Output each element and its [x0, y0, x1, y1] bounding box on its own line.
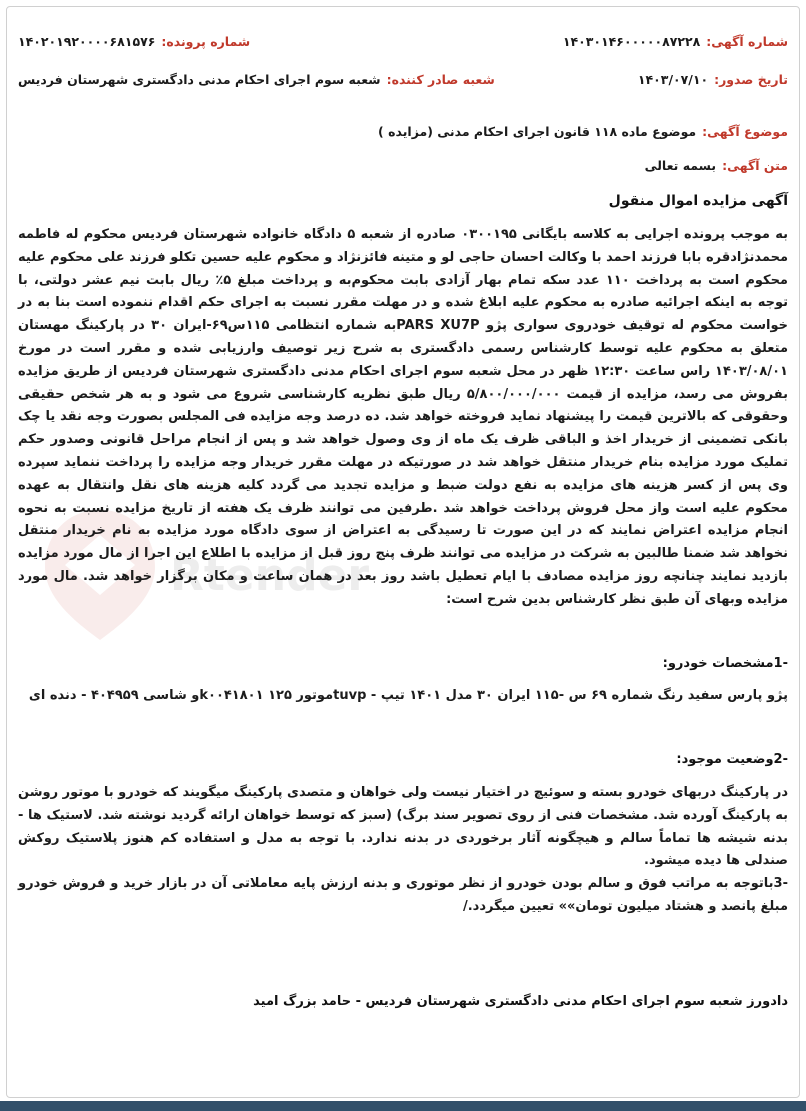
ad-number-label: شماره آگهی:: [706, 34, 788, 49]
signature-line: دادورز شعبه سوم اجرای احکام مدنی دادگستری شهرستان فردیس - حامد بزرگ امید: [253, 994, 788, 1009]
main-paragraph: به موجب پرونده اجرایی به کلاسه بایگانی ۰۳۰۰۱۹۵ صادره از شعبه ۵ دادگاه خانواده شهرستان فردیس محکوم له فاطمه محمدنژادقره بابا فرزند احمد با وکالت احسان حاجی لو و متینه فائزنژاد و محکوم علیه حسین تکلو فرزند علی محکوم علیه محکوم است به پرداخت ۱۱۰ عدد سکه تمام بهار آزادی بابت محکوم‌به و پرداخت مبلغ ۵٪ ریال بابت نیم عشر دولتی، با توجه به اینکه اجرائیه صادره به محکوم علیه ابلاغ شده و در مهلت مقرر نسبت به اجرای حکم اقدام ننموده است بنا به در خواست محکوم له توقیف خودروی سواری پژو PARS XU7Pبه شماره انتظامی ۱۱۵س۶۹-ایران ۳۰ در پارکینگ مهستان متعلق به محکوم علیه توسط کارشناس رسمی دادگستری به شرح زیر توصیف وارزیابی شده و مقرر است در مورخ ۱۴۰۳/۰۸/۰۱ راس ساعت ۱۲:۳۰ ظهر در محل شعبه سوم اجرای احکام مدنی دادگستری شهرستان فردیس از طریق مزایده بفروش می رسد، مزایده از قیمت ۵/۸۰۰/۰۰۰/۰۰۰ ریال طبق نظریه کارشناسی شروع می شود و به هر شخص حقیقی وحقوقی که بالاترین قیمت را پیشنهاد نماید فروخته خواهد شد. ده درصد وجه مزایده فی المجلس بصورت وجه نقد یا چک بانکی تضمینی از خریدار اخذ و الباقی ظرف یک ماه از وی وصول خواهد شد و پس از انجام مراحل قانونی وصدور حکم تملیک مورد مزایده بنام خریدار منتقل خواهد شد در صورتیکه در مهلت مقرر خریدار وجه مزایده را پرداخت ننماید سپرده وی پس از کسر هزینه های مزایده به نفع دولت ضبط و مزایده تجدید می گردد کلیه هزینه های نقل وانتقال به عهده محکوم علیه است واز محل فروش پرداخت خواهد شد .طرفین می توانند ظرف یک هفته از تاریخ مزایده نسبت به نحوه انجام مزایده اعتراض نمایند که در این صورت تا رسیدگی به اعتراض از سوی دادگاه مورد مزایده به نام خریدار منتقل نخواهد شد ضمنا طالبین به شرکت در مزایده می توانند ظرف پنج روز قبل از مزایده با اطلاع این اجرا از مال مورد مزایده بازدید نمایند چنانچه روز مزایده مصادف با ایام تعطیل باشد روز بعد در همان ساعت و مکان برگزار خواهد شد. مال مورد مزایده وبهای آن طبق نظر کارشناس بدین شرح است:: [18, 227, 788, 607]
section3-text: -3باتوجه به مراتب فوق و سالم بودن خودرو از نظر موتوری و بدنه ارزش پایه معاملاتی آن در بازار خرید و فروش خودرو مبلغ پانصد و هشتاد میلیون تومان»» تعیین میگردد./: [18, 876, 788, 914]
subject-label: موضوع آگهی:: [702, 124, 788, 139]
section1-heading: -1مشخصات خودرو:: [662, 656, 788, 671]
case-number-value: ۱۴۰۲۰۱۹۲۰۰۰۰۶۸۱۵۷۶: [18, 34, 156, 49]
section2-heading: -2وضعیت موجود:: [676, 752, 788, 767]
body-label-value: بسمه تعالی: [644, 158, 717, 173]
subject-value: موضوع ماده ۱۱۸ قانون اجرای احکام مدنی (مزایده ): [378, 124, 697, 139]
body-label: متن آگهی:: [722, 158, 788, 173]
case-number-label: شماره پرونده:: [161, 34, 251, 49]
ad-number-value: ۱۴۰۳۰۱۴۶۰۰۰۰۰۸۷۲۲۸: [562, 34, 701, 49]
issue-date-value: ۱۴۰۳/۰۷/۱۰: [637, 72, 709, 87]
header-row-numbers: [18, 34, 788, 49]
issuer-label: شعبه صادر کننده:: [386, 72, 495, 87]
section2-text: در پارکینگ دربهای خودرو بسته و سوئیچ در اختیار نیست ولی خواهان و متصدی پارکینگ میگویند که خودرو با موتور روشن به پارکینگ آورده شد. مشخصات فنی از روی تصویر سند برگ) (سبز که توسط خواهان ارائه گردید نوشته شد. لاستیک ها - بدنه شیشه ها تماماً سالم و هیچگونه آثار برخوردی در بدنه ندارد. با توجه به مدل و استفاده کم هنوز پلاستیک روکش صندلی ها دیده میشود.: [18, 785, 788, 869]
header-row-issue: [18, 72, 788, 87]
issuer-value: شعبه سوم اجرای احکام مدنی دادگستری شهرستان فردیس: [18, 72, 381, 87]
ad-number: [563, 34, 788, 49]
body-label-line: [18, 158, 788, 173]
subject-line: [18, 124, 788, 139]
notice-title: آگهی مزایده اموال منقول: [608, 193, 788, 209]
section1-text: پژو پارس سفید رنگ شماره ۶۹ س -۱۱۵ ایران ۳۰ مدل ۱۴۰۱ تیپ - tuvpموتور ۱۲۵ k۰۰۴۱۸۰۱و شاسی ۴۰۴۹۵۹ - دنده ای: [28, 688, 788, 703]
issue-date-label: تاریخ صدور:: [714, 72, 788, 87]
issue-date: [638, 72, 788, 87]
issuer: [18, 72, 495, 87]
case-number: [18, 34, 250, 49]
bottom-bar: [0, 1101, 806, 1111]
